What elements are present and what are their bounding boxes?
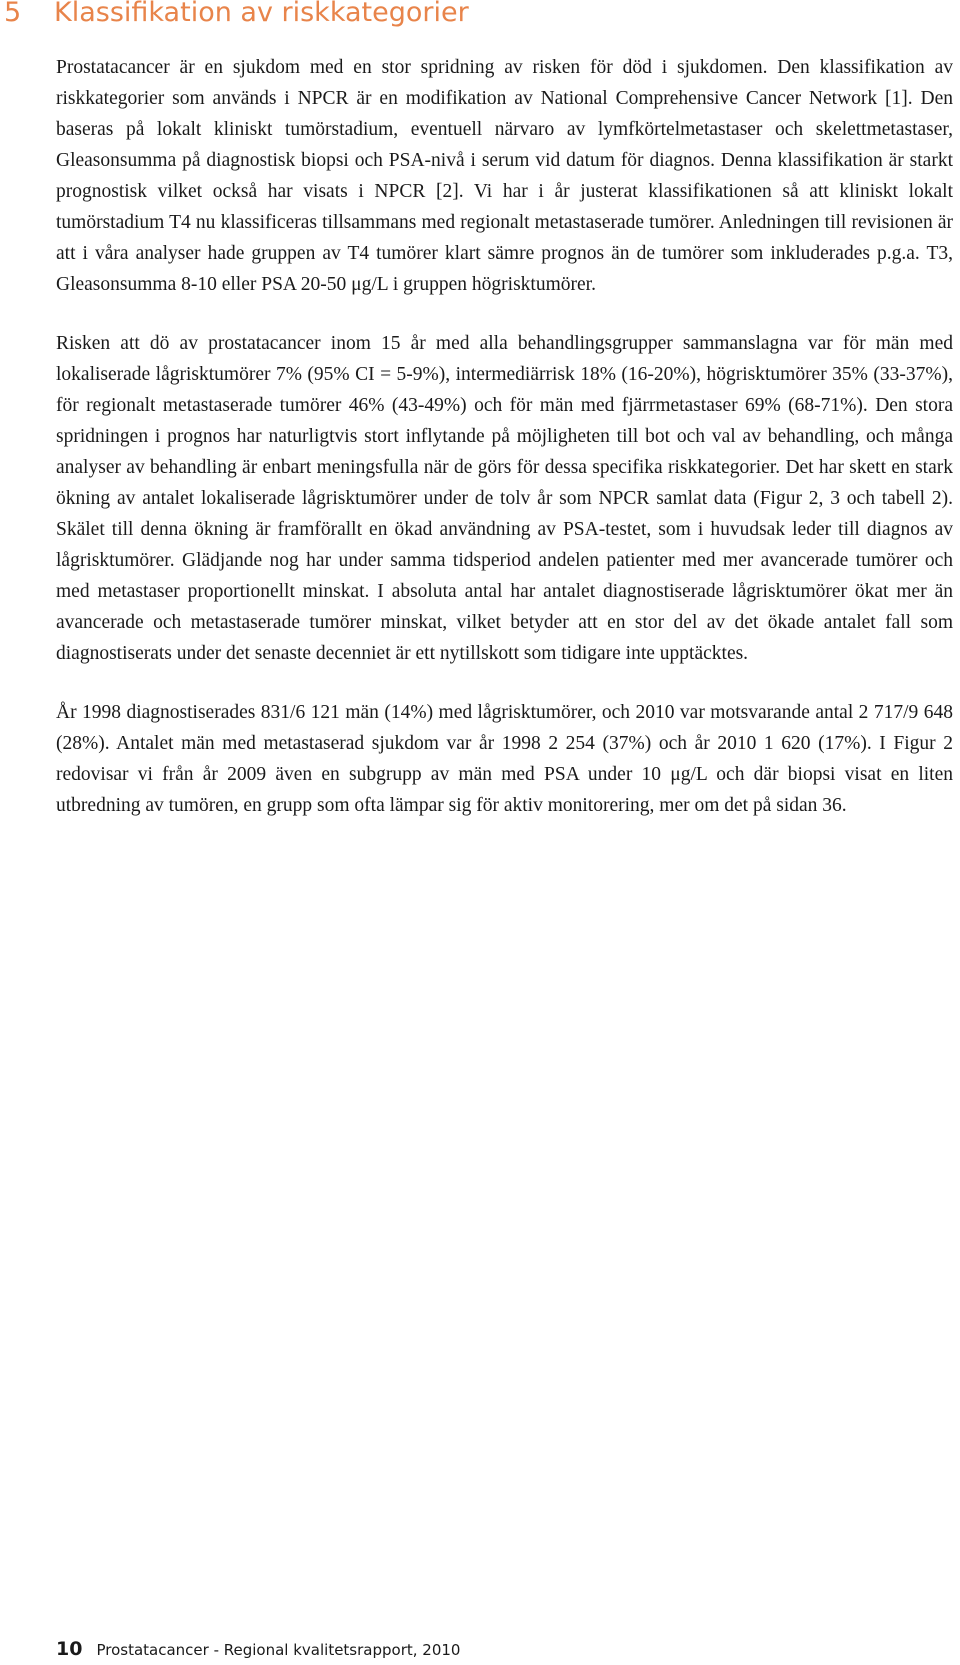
paragraph-risk-of-death: Risken att dö av prostatacancer inom 15 år med alla behandlingsgrupper sammanslagna var för män med lokaliserade lågrisktumörer 7% (95% CI = 5-9%), intermediärrisk 18% (16-20%), högrisktumörer 35% (33-37%), för regionalt metastaserade tumörer 46% (43-49%) och för män med fjärrmetastaser 69% (68-71%). Den stora spridningen i prognos har naturligtvis stort inflytande på möjligheten till bot och val av behandling, och många analyser av behandling är enbart meningsfulla när de görs för dessa specifika riskkategorier. Det har skett en stark ökning av antalet lokaliserade lågrisktumörer under de tolv år som NPCR samlat data (Figur 2, 3 och tabell 2). Skälet till denna ökning är framförallt en ökad användning av PSA-testet, som i huvudsak leder till diagnos av lågrisktumörer. Glädjande nog har under samma tidsperiod andelen patienter med mer avancerade tumörer och med metastaser proportionellt minskat. I absoluta antal har antalet diagnostiserade lågrisktumörer ökat mer än avancerade och metastaserade tumörer minskat, vilket betyder att en stor del av det ökade antalet fall som diagnostiserats under det senaste decenniet är ett nytillskott som tidigare inte upptäcktes. (56, 333, 953, 664)
paragraph-classification: Prostatacancer är en sjukdom med en stor spridning av risken för död i sjukdomen. Den klassifikation av riskkategorier som används i NPCR är en modifikation av National Comprehensive Cancer Network [1]. Den baseras på lokalt kliniskt tumörstadium, eventuell närvaro av lymfkörtelmetastaser och skelettmetastaser, Gleasonsumma på diagnostisk biopsi och PSA-nivå i serum vid datum för diagnos. Denna klassifikation är starkt prognostisk vilket också har visats i NPCR [2]. Vi har i år justerat klassifikationen så att kliniskt lokalt tumörstadium T4 nu klassificeras tillsammans med regionalt metastaserade tumörer. Anledningen till revisionen är att i våra analyser hade gruppen av T4 tumörer klart sämre prognos än de tumörer som inkluderades p.g.a. T3, Gleasonsumma 8-10 eller PSA 20-50 μg/L i gruppen högrisktumörer. (56, 57, 953, 295)
report-title: Prostatacancer - Regional kvalitetsrapport, 2010 (96, 1641, 461, 1659)
page-footer (56, 1638, 460, 1661)
section-title: Klassifikation av riskkategorier (54, 0, 469, 28)
section-heading (4, 0, 469, 32)
section-number: 5 (4, 0, 22, 28)
page-number: 10 (56, 1638, 83, 1660)
paragraph-diagnosis-counts: År 1998 diagnostiserades 831/6 121 män (14%) med lågrisktumörer, och 2010 var motsvarande antal 2 717/9 648 (28%). Antalet män med metastaserad sjukdom var år 1998 2 254 (37%) och år 2010 1 620 (17%). I Figur 2 redovisar vi från år 2009 även en subgrupp av män med PSA under 10 μg/L och där biopsi visat en liten utbredning av tumören, en grupp som ofta lämpar sig för aktiv monitorering, mer om det på sidan 36. (56, 702, 953, 816)
body-text (56, 52, 953, 849)
